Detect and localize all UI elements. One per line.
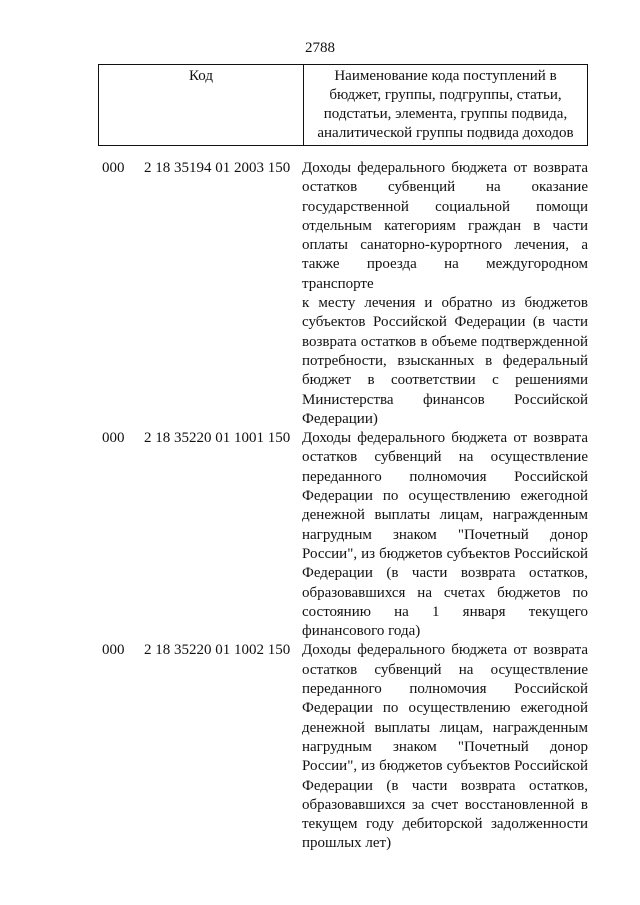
desc-line: оплаты санаторно-курортного лечения, а bbox=[302, 237, 588, 254]
desc-line: нагрудным знаком "Почетный донор bbox=[302, 526, 588, 543]
desc-line: Доходы федерального бюджета от возврата bbox=[302, 642, 588, 659]
desc-line: Доходы федерального бюджета от возврата bbox=[302, 160, 588, 176]
desc-line: возврата остатков в объеме подтвержденной bbox=[302, 333, 588, 350]
desc-line: образовавшихся за счет восстановленной в bbox=[302, 796, 588, 813]
desc-line: отдельным категориям граждан в части bbox=[302, 217, 588, 234]
desc-line: потребности, взысканных в федеральный bbox=[302, 352, 588, 369]
header-row bbox=[99, 65, 588, 146]
agency-code: 000 bbox=[102, 160, 125, 176]
desc-line: Министерства финансов Российской bbox=[302, 391, 588, 408]
desc-line: финансового года) bbox=[302, 623, 421, 640]
income-description bbox=[302, 641, 588, 853]
page-number: 2788 bbox=[305, 40, 335, 56]
desc-line: субъектов Российской Федерации (в части bbox=[302, 314, 588, 331]
header-name-cell: Наименование кода поступлений в бюджет, группы, подгруппы, статьи, подстатьи, элемента, группы подвида, аналитической группы подвида доходов bbox=[304, 65, 588, 146]
desc-line: к месту лечения и обратно из бюджетов bbox=[302, 295, 588, 312]
header-table bbox=[98, 64, 588, 146]
desc-line: состоянию на 1 января текущего bbox=[302, 603, 588, 620]
desc-line: Федерации) bbox=[302, 410, 378, 427]
desc-line: также проезда на междугородном транспорте bbox=[302, 256, 588, 292]
desc-line: России", из бюджетов субъектов Российской bbox=[302, 545, 588, 562]
desc-line: образовавшихся на счетах бюджетов по bbox=[302, 584, 588, 601]
desc-line: переданного полномочия Российской bbox=[302, 468, 588, 485]
desc-line: прошлых лет) bbox=[302, 835, 392, 852]
desc-line: бюджет в соответствии с решениями bbox=[302, 372, 588, 389]
desc-line: Доходы федерального бюджета от возврата bbox=[302, 430, 588, 447]
income-code: 2 18 35194 01 2003 150 bbox=[144, 160, 291, 176]
income-description bbox=[302, 429, 588, 641]
desc-line: остатков субвенций на осуществление bbox=[302, 449, 588, 466]
header-code-cell: Код bbox=[99, 65, 304, 146]
agency-code: 000 bbox=[102, 642, 125, 659]
table-row bbox=[98, 641, 590, 853]
desc-line: остатков субвенций на оказание bbox=[302, 179, 588, 196]
desc-line: государственной социальной помощи bbox=[302, 198, 588, 215]
desc-line: денежной выплаты лицам, награжденным bbox=[302, 719, 588, 736]
desc-line: остатков субвенций на осуществление bbox=[302, 661, 588, 678]
desc-line: Федерации по осуществлению ежегодной bbox=[302, 488, 588, 505]
desc-line: переданного полномочия Российской bbox=[302, 681, 588, 698]
desc-line: текущем году дебиторской задолженности bbox=[302, 816, 588, 833]
income-description bbox=[302, 159, 588, 429]
desc-line: России", из бюджетов субъектов Российской bbox=[302, 758, 588, 775]
desc-line: Федерации (в части возврата остатков, bbox=[302, 565, 588, 582]
desc-line: денежной выплаты лицам, награжденным bbox=[302, 507, 588, 524]
income-code: 2 18 35220 01 1001 150 bbox=[144, 430, 291, 447]
desc-line: Федерации (в части возврата остатков, bbox=[302, 777, 588, 794]
income-code-list bbox=[98, 159, 590, 854]
desc-line: Федерации по осуществлению ежегодной bbox=[302, 700, 588, 717]
table-row bbox=[98, 159, 590, 429]
table-row bbox=[98, 429, 590, 641]
agency-code: 000 bbox=[102, 430, 125, 447]
desc-line: нагрудным знаком "Почетный донор bbox=[302, 738, 588, 755]
income-code: 2 18 35220 01 1002 150 bbox=[144, 642, 291, 659]
